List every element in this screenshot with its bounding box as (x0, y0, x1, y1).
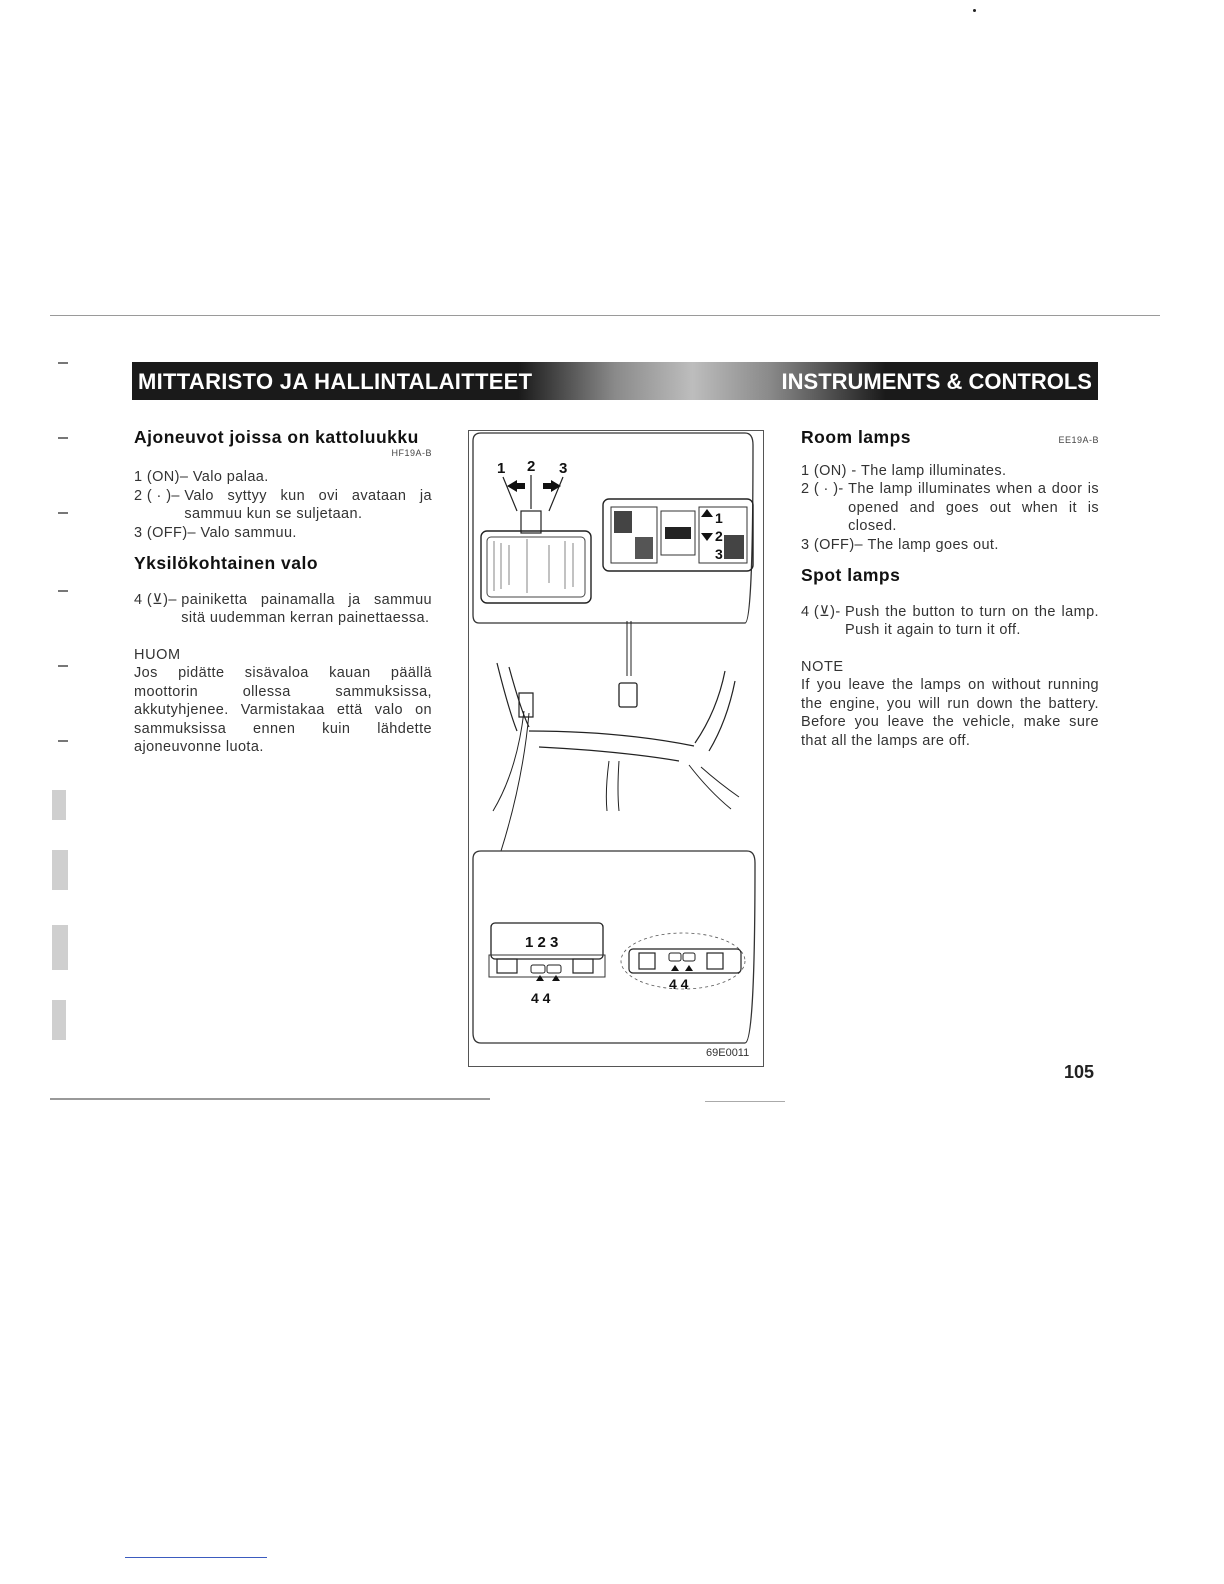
list-item (134, 591, 432, 628)
item-text: Push the button to turn on the lamp. Push it again to turn it off. (845, 603, 1099, 638)
callout-1: 1 (497, 460, 506, 477)
english-column (801, 428, 1099, 750)
top-rule (50, 315, 1160, 316)
callout-right-3: 3 (715, 546, 723, 562)
item-text: The lamp illuminates when a door is opened and goes out when it is closed. (848, 481, 1099, 534)
item-number: 1 (ON)– (134, 469, 189, 485)
finnish-column (134, 428, 432, 757)
binding-mark (52, 1000, 66, 1040)
scan-speck (973, 9, 976, 12)
section-title: Yksilökohtainen valo (134, 553, 319, 573)
section-code: EE19A-B (1058, 435, 1099, 445)
section-header (801, 428, 1099, 450)
section-title: Ajoneuvot joissa on kattoluukku (134, 427, 419, 447)
callout-right-1: 1 (715, 510, 723, 526)
item-text: Valo sammuu. (200, 524, 297, 541)
callout-2: 2 (527, 458, 536, 475)
item-text: The lamp illuminates. (861, 462, 1007, 479)
bottom-rule-short (705, 1101, 785, 1102)
item-number: 2 ( · )- (801, 481, 844, 497)
header-title-english: INSTRUMENTS & CONTROLS (781, 369, 1092, 394)
spot-lamp-icon: ⊻ (152, 591, 164, 608)
item-number: 4 (⊻)– (134, 591, 177, 608)
figure-frame (468, 430, 764, 1067)
room-lamp-illustration (469, 431, 763, 1066)
bottom-left-spot-labels: 4 4 (531, 990, 551, 1006)
note-text: Jos pidätte sisävaloa kauan päällä moottorin ollessa sammuksissa, akkutyhjenee. Varmistakaa että valo on sammuksissa ennen kuin lähdette ajoneuvonne luota. (134, 665, 432, 755)
header-title-finnish: MITTARISTO JA HALLINTALAITTEET (138, 369, 533, 394)
note-title: NOTE (801, 658, 844, 675)
item-number: 3 (OFF)– (134, 524, 197, 541)
item-number: 1 (ON) - (801, 462, 857, 479)
item-number: 4 (⊻)- (801, 603, 841, 620)
bottom-left-switch-numbers: 1 2 3 (525, 934, 559, 951)
binding-mark (52, 925, 68, 970)
figure-code: 69E0011 (706, 1047, 750, 1059)
item-text: Valo syttyy kun ovi avataan ja sammuu kun se suljetaan. (184, 487, 432, 522)
note-text: If you leave the lamps on without running the engine, you will run down the battery. Before you leave the vehicle, make sure that all the lamps are off. (801, 677, 1099, 749)
bottom-rule (50, 1098, 490, 1100)
list-item (134, 468, 432, 487)
list-item (801, 536, 1099, 555)
binding-tick (58, 437, 68, 439)
list-item (134, 487, 432, 524)
binding-mark (52, 790, 66, 820)
section-title: Room lamps (801, 427, 912, 447)
page-number: 105 (1064, 1062, 1095, 1082)
binding-tick (58, 590, 68, 592)
list-item (801, 603, 1099, 640)
item-text: The lamp goes out. (867, 536, 999, 553)
list-item (801, 480, 1099, 536)
binding-tick (58, 665, 68, 667)
item-number: 3 (OFF)– (801, 536, 864, 553)
item-number: 2 ( · )– (134, 487, 180, 504)
binding-tick (58, 362, 68, 364)
callout-right-2: 2 (715, 528, 723, 544)
note-title: HUOM (134, 646, 181, 663)
list-item (801, 462, 1099, 481)
section-title: Spot lamps (801, 565, 901, 585)
blue-underline (125, 1557, 267, 1558)
spot-lamp-icon: ⊻ (819, 603, 831, 620)
item-text: Valo palaa. (192, 469, 269, 485)
binding-tick (58, 512, 68, 514)
callout-3: 3 (559, 460, 568, 477)
binding-mark (52, 850, 68, 890)
item-text: painiketta painamalla ja sammuu sitä uudemman kerran painettaessa. (181, 591, 432, 626)
binding-tick (58, 740, 68, 742)
section-code: HF19A-B (391, 447, 432, 458)
list-item (134, 524, 432, 543)
bottom-right-spot-labels: 4 4 (669, 976, 689, 992)
